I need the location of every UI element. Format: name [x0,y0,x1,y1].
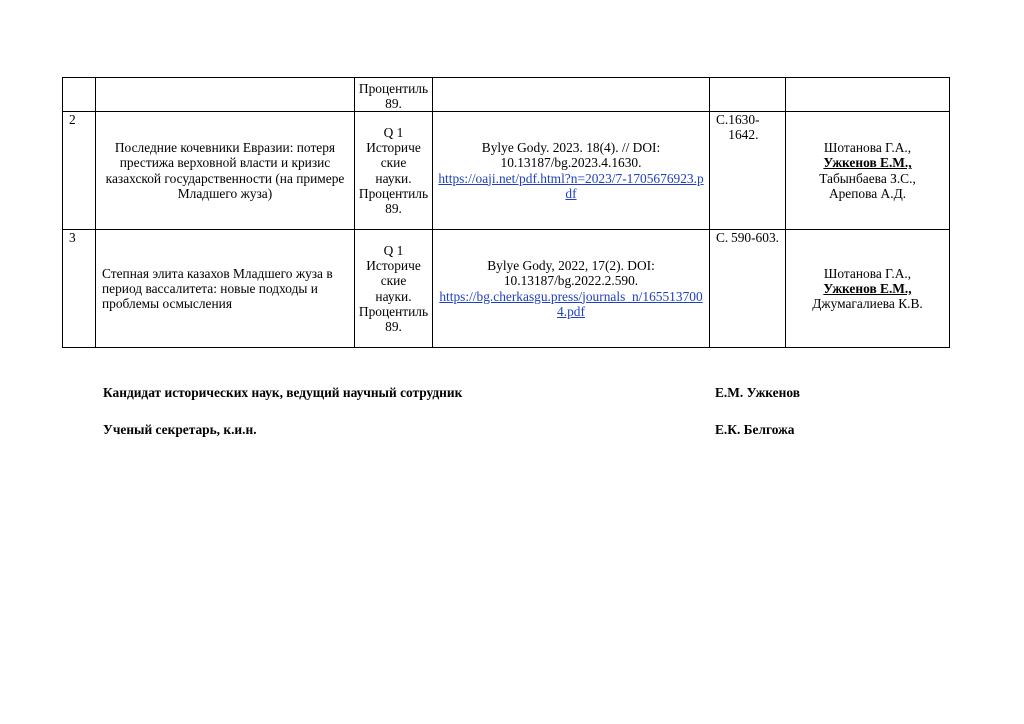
cell-source [433,230,710,348]
journal-line: Q 1 [383,242,404,258]
pages-label: С. [716,112,729,127]
cell-journal [355,78,433,112]
author-name: Табынбаева З.С., [819,170,916,186]
cell-journal [355,230,433,348]
author-name: Шотанова Г.А., [823,265,912,281]
source-text: Bylye Gody. 2023. 18(4). // DOI: 10.13187/bg.2023.4.1630. [481,140,661,171]
cell-source [433,78,710,112]
signatory-role: Кандидат исторических наук, ведущий научный сотрудник [103,385,463,400]
cell-authors [786,78,950,112]
signature-row [103,385,823,403]
journal-line: науки. [375,288,412,304]
signatory-role: Ученый секретарь, к.и.н. [103,422,257,437]
signature-block [103,385,823,459]
journal-line: Историче [366,140,421,156]
publication-title: Степная элита казахов Младшего жуза в период вассалитета: новые подходы и проблемы осмысления [96,230,355,348]
table-row-continuation [63,78,950,112]
author-name: Арепова А.Д. [828,185,907,201]
pages-range: 590-603. [731,230,779,245]
pages-line [716,112,779,142]
cell-journal [355,112,433,230]
source-text: Bylye Gody, 2022, 17(2). DOI: 10.13187/bg.2022.2.590. [487,258,655,289]
cell-pages [710,78,786,112]
pages-range: 1630-1642. [728,112,760,143]
table-row [63,112,950,230]
journal-line: Q 1 [383,124,404,140]
source-link[interactable]: https://oaji.net/pdf.html?n=2023/7-1705676923.pdf [438,170,704,201]
table-row [63,230,950,348]
row-number: 3 [63,230,96,348]
journal-line: ские [380,155,407,171]
journal-line: Процентиль 89. [358,303,429,334]
cell-title [96,78,355,112]
signature-row [103,422,823,440]
cell-source [433,112,710,230]
cell-num [63,78,96,112]
author-name: Джумагалиева К.В. [812,296,923,312]
row-number: 2 [63,112,96,230]
journal-line: Процентиль 89. [358,185,429,216]
journal-line: Процентиль 89. [358,80,429,111]
signatory-name: Е.К. Белгожа [715,422,795,437]
signatory-name: Е.М. Ужкенов [715,385,800,400]
journal-line: науки. [375,170,412,186]
source-link[interactable]: https://bg.cherkasgu.press/journals_n/1655137004.pdf [439,288,703,319]
journal-line: ские [380,273,407,289]
author-name-highlighted: Ужкенов Е.М., [823,155,912,171]
cell-pages [710,230,786,348]
publication-title: Последние кочевники Евразии: потеря престижа верховной власти и кризис казахской государственности (на примере Младшего жуза) [96,112,355,230]
pages-line [716,230,779,245]
cell-authors [786,112,950,230]
cell-authors [786,230,950,348]
author-name-highlighted: Ужкенов Е.М., [823,280,912,296]
publications-table [62,77,950,348]
cell-pages [710,112,786,230]
journal-line: Историче [366,258,421,274]
author-name: Шотанова Г.А., [823,140,912,156]
pages-label: С. [716,230,729,245]
